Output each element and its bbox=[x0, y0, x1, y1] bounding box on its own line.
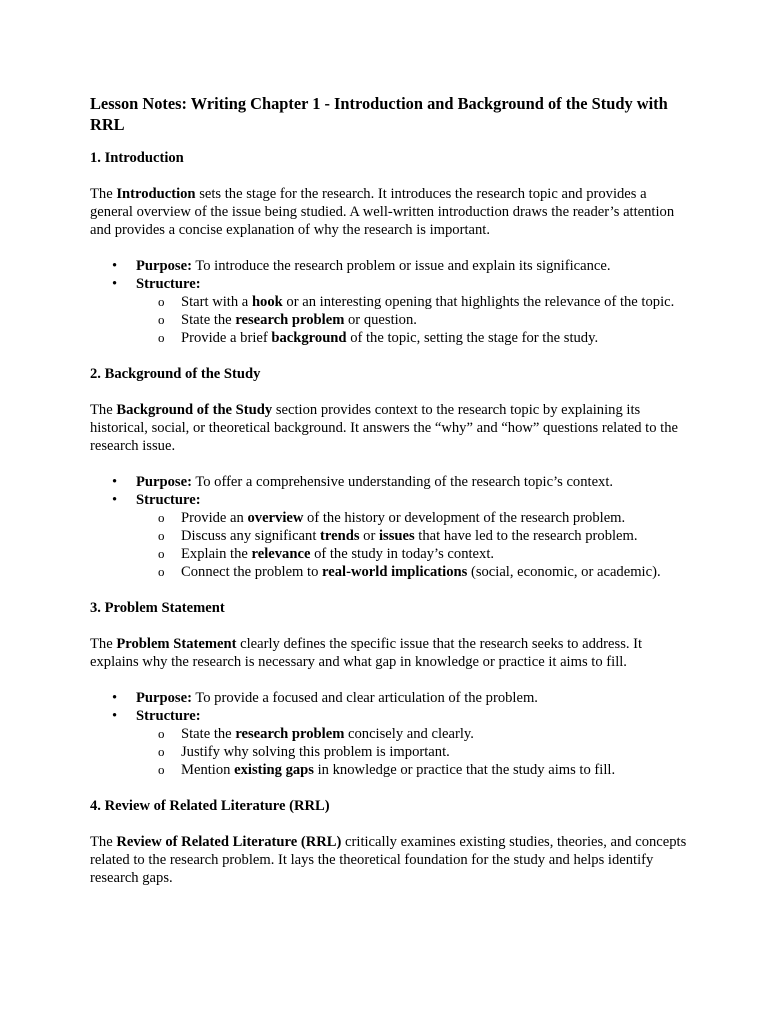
bold-text: research problem bbox=[235, 312, 345, 328]
bold-text: Review of Related Literature (RRL) bbox=[116, 834, 342, 850]
bold-text: hook bbox=[251, 294, 283, 310]
text-run: of the topic, setting the stage for the study. bbox=[346, 330, 599, 346]
bold-text: background bbox=[271, 330, 347, 346]
text-run: Discuss any significant bbox=[181, 528, 321, 544]
structure-item bbox=[90, 707, 690, 779]
text-run: Mention bbox=[181, 762, 235, 778]
purpose-text: To provide a focused and clear articulation of the problem. bbox=[191, 690, 538, 706]
text-run: The bbox=[90, 834, 117, 850]
structure-subitem bbox=[136, 545, 690, 563]
text-run: Provide a brief bbox=[181, 330, 272, 346]
text-run: that have led to the research problem. bbox=[414, 528, 638, 544]
sections-container bbox=[90, 149, 690, 887]
text-run: The bbox=[90, 636, 117, 652]
section-heading: 1. Introduction bbox=[90, 150, 184, 166]
bold-text: existing gaps bbox=[234, 762, 314, 778]
structure-label: Structure: bbox=[136, 492, 201, 508]
text-run: Justify why solving this problem is important. bbox=[181, 744, 450, 760]
text-run: or an interesting opening that highlights the relevance of the topic. bbox=[282, 294, 675, 310]
text-run: Explain the bbox=[181, 546, 252, 562]
text-run: State the bbox=[181, 726, 236, 742]
purpose-label: Purpose: bbox=[136, 690, 192, 706]
bold-text: relevance bbox=[251, 546, 311, 562]
text-run: or question. bbox=[344, 312, 417, 328]
bold-text: trends bbox=[320, 528, 360, 544]
text-run: of the history or development of the research problem. bbox=[303, 510, 626, 526]
bold-text: Introduction bbox=[116, 186, 196, 202]
bullet-list bbox=[90, 473, 690, 581]
structure-label: Structure: bbox=[136, 276, 201, 292]
purpose-label: Purpose: bbox=[136, 474, 192, 490]
structure-subitem bbox=[136, 743, 690, 761]
structure-subitem bbox=[136, 329, 690, 347]
text-run: Connect the problem to bbox=[181, 564, 323, 580]
structure-subitem bbox=[136, 293, 690, 311]
text-run: in knowledge or practice that the study aims to fill. bbox=[313, 762, 616, 778]
section bbox=[90, 149, 690, 347]
section-heading: 2. Background of the Study bbox=[90, 366, 261, 382]
text-run: critically examines existing studies, theories, and concepts related to the research problem. It lays the theoretical foundation for the study and helps identify research gaps. bbox=[90, 834, 687, 886]
purpose-text: To offer a comprehensive understanding of the research topic’s context. bbox=[191, 474, 614, 490]
text-run: The bbox=[90, 402, 117, 418]
text-run: section provides context to the research topic by explaining its historical, social, or theoretical background. It answers the “why” and “how” questions related to the research issue. bbox=[90, 402, 679, 454]
section-paragraph bbox=[90, 401, 690, 455]
structure-subitem bbox=[136, 311, 690, 329]
bold-text: research problem bbox=[235, 726, 345, 742]
structure-sublist bbox=[136, 725, 690, 779]
bold-text: overview bbox=[247, 510, 304, 526]
section-heading: 4. Review of Related Literature (RRL) bbox=[90, 798, 330, 814]
structure-subitem bbox=[136, 563, 690, 581]
structure-subitem bbox=[136, 527, 690, 545]
section bbox=[90, 599, 690, 779]
text-run: or bbox=[359, 528, 379, 544]
bullet-list bbox=[90, 689, 690, 779]
structure-sublist bbox=[136, 509, 690, 581]
structure-subitem bbox=[136, 725, 690, 743]
section bbox=[90, 365, 690, 581]
structure-item bbox=[90, 491, 690, 581]
section-heading: 3. Problem Statement bbox=[90, 600, 225, 616]
text-run: (social, economic, or academic). bbox=[467, 564, 661, 580]
bullet-list bbox=[90, 257, 690, 347]
structure-sublist bbox=[136, 293, 690, 347]
text-run: clearly defines the specific issue that the research seeks to address. It explains why the research is necessary and what gap in knowledge or practice it aims to fill. bbox=[90, 636, 643, 670]
purpose-item bbox=[90, 257, 690, 275]
section-paragraph bbox=[90, 833, 690, 887]
structure-label: Structure: bbox=[136, 708, 201, 724]
text-run: sets the stage for the research. It introduces the research topic and provides a general overview of the issue being studied. A well-written introduction draws the reader’s attention and provides a concise explanation of why the research is important. bbox=[90, 186, 675, 238]
document-body bbox=[90, 93, 690, 905]
purpose-item bbox=[90, 689, 690, 707]
bold-text: Background of the Study bbox=[116, 402, 273, 418]
purpose-item bbox=[90, 473, 690, 491]
purpose-label: Purpose: bbox=[136, 258, 192, 274]
text-run: Provide an bbox=[181, 510, 248, 526]
bold-text: issues bbox=[378, 528, 415, 544]
structure-subitem bbox=[136, 509, 690, 527]
structure-item bbox=[90, 275, 690, 347]
bold-text: real-world implications bbox=[322, 564, 468, 580]
text-run: concisely and clearly. bbox=[344, 726, 474, 742]
structure-subitem bbox=[136, 761, 690, 779]
text-run: State the bbox=[181, 312, 236, 328]
page-title: Lesson Notes: Writing Chapter 1 - Introduction and Background of the Study with RRL bbox=[90, 94, 668, 134]
section-paragraph bbox=[90, 185, 690, 239]
purpose-text: To introduce the research problem or issue and explain its significance. bbox=[191, 258, 611, 274]
text-run: of the study in today’s context. bbox=[310, 546, 495, 562]
section-paragraph bbox=[90, 635, 690, 671]
text-run: The bbox=[90, 186, 117, 202]
text-run: Start with a bbox=[181, 294, 252, 310]
section bbox=[90, 797, 690, 887]
bold-text: Problem Statement bbox=[116, 636, 237, 652]
